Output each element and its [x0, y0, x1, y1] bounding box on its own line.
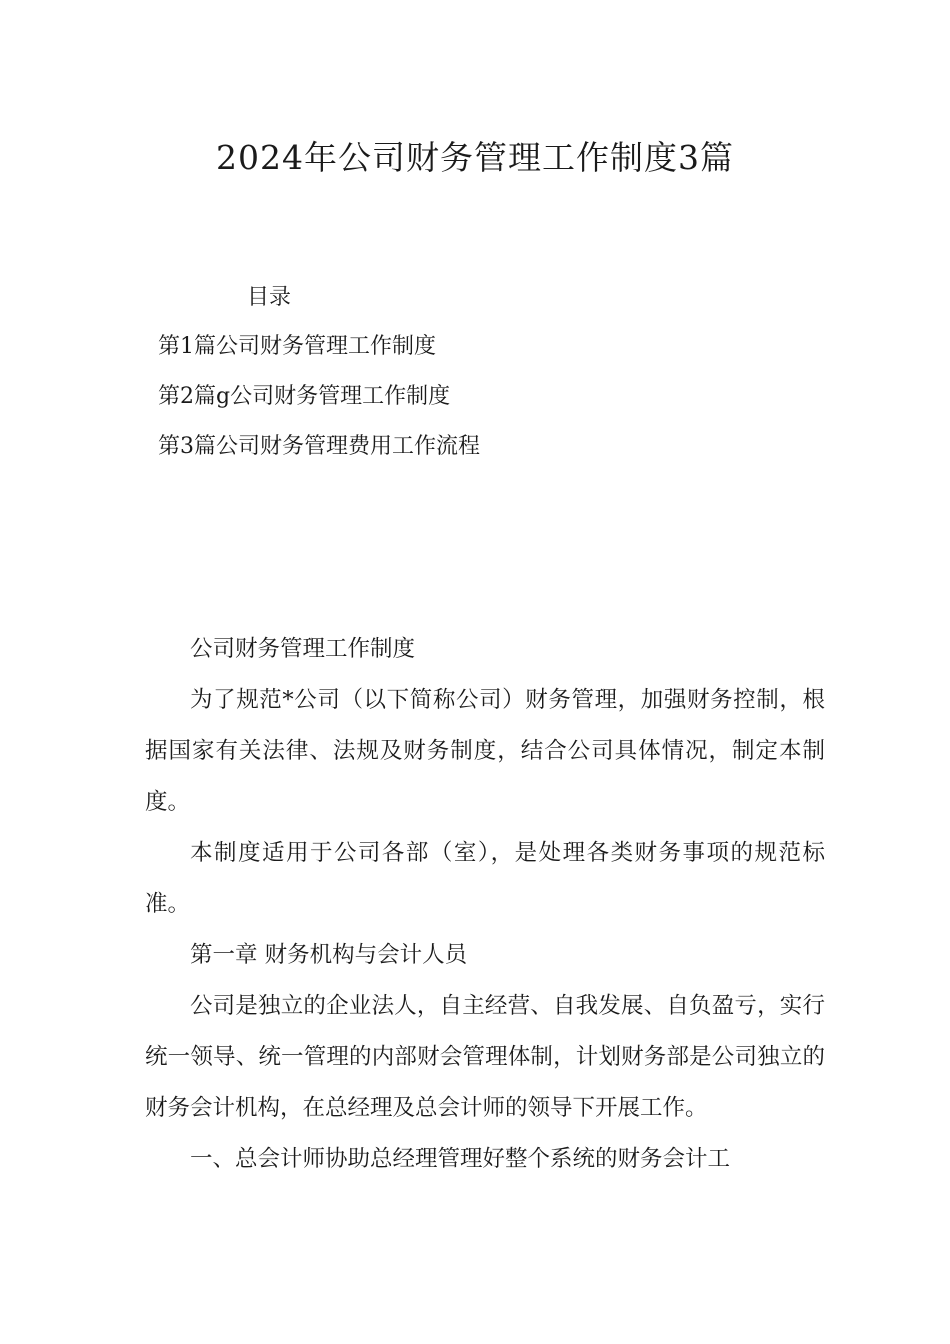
body-paragraph: 为了规范*公司（以下简称公司）财务管理，加强财务控制，根据国家有关法律、法规及财务制度，结合公司具体情况，制定本制度。 — [145, 687, 825, 815]
toc-item-3: 第3篇公司财务管理费用工作流程 — [158, 434, 480, 459]
body-text — [145, 624, 825, 1185]
chapter-heading: 第一章 财务机构与会计人员 — [190, 942, 468, 968]
toc-item-1: 第1篇公司财务管理工作制度 — [158, 334, 436, 359]
body-paragraph: 本制度适用于公司各部（室），是处理各类财务事项的规范标准。 — [145, 840, 825, 917]
body-paragraph: 公司是独立的企业法人，自主经营、自我发展、自负盈亏，实行统一领导、统一管理的内部财会管理体制，计划财务部是公司独立的财务会计机构，在总经理及总会计师的领导下开展工作。 — [145, 993, 825, 1121]
body-paragraph: 一、总会计师协助总经理管理好整个系统的财务会计工 — [190, 1146, 731, 1172]
section-title: 公司财务管理工作制度 — [190, 636, 416, 662]
toc-heading: 目录 — [247, 285, 292, 310]
toc-item-2: 第2篇g公司财务管理工作制度 — [158, 384, 451, 409]
document-title: 2024年公司财务管理工作制度3篇 — [216, 138, 734, 177]
